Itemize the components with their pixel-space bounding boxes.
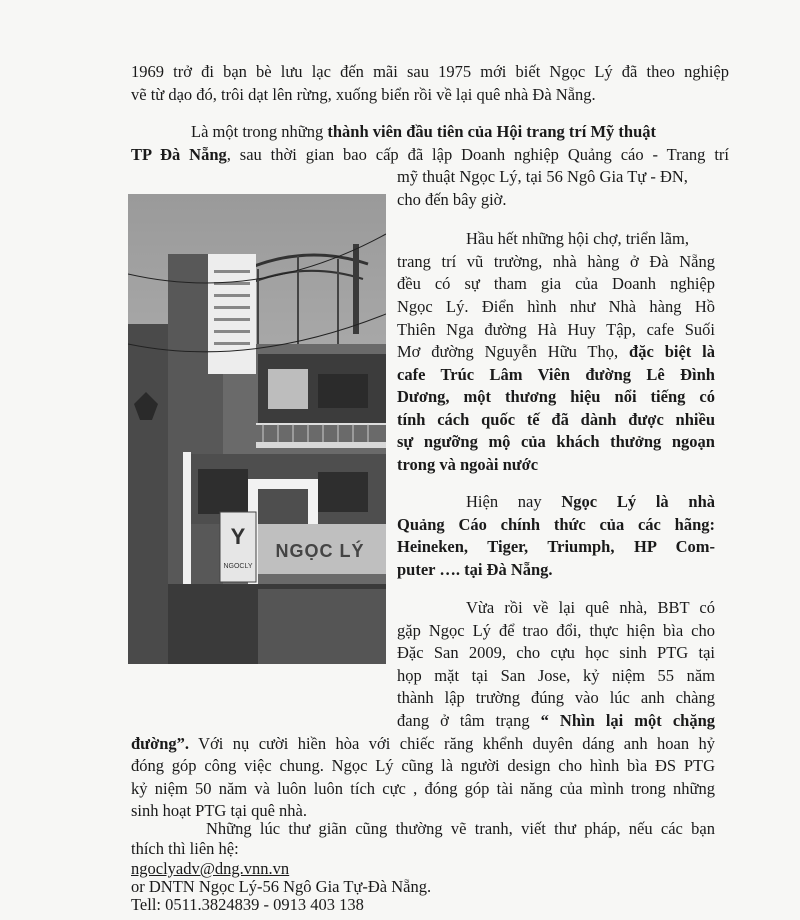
paragraph-4-line-2: Quảng Cáo chính thức của các hãng:: [397, 515, 715, 534]
contact-telephone: Tell: 0511.3824839 - 0913 403 138: [131, 895, 364, 914]
logo-caption: NGOCLY: [223, 563, 253, 570]
paragraph-2-line-3: mỹ thuật Ngọc Lý, tại 56 Ngô Gia Tự - ĐN,: [397, 167, 688, 186]
paragraph-3-line-6: Mơ đường Nguyễn Hữu Thọ, đặc biệt là: [397, 342, 715, 361]
contact-email-link[interactable]: ngoclyadv@dng.vnn.vn: [131, 859, 290, 878]
paragraph-3-line-11: trong và ngoài nước: [397, 455, 539, 474]
paragraph-6-line-1: Những lúc thư giãn cũng thường vẽ tranh, viết thư pháp, nếu các bạn: [206, 819, 715, 838]
paragraph-5-line-9: kỷ niệm 50 năm và luôn luôn tích cực , đóng góp tài năng của mình trong những: [131, 779, 715, 798]
paragraph-6-line-2: thích thì liên hệ:: [131, 839, 239, 858]
paragraph-2-line-4: cho đến bây giờ.: [397, 190, 507, 209]
logo-letter: Y: [230, 524, 246, 549]
storefront-sign: NGỌC LÝ: [275, 541, 365, 561]
paragraph-3-line-3: đều có sự tham gia của Doanh nghiệp: [397, 274, 715, 293]
paragraph-5-line-2: gặp Ngọc Lý để trao đổi, thực hiện bìa cho: [397, 621, 715, 640]
paragraph-4-line-4: puter …. tại Đà Nẵng.: [397, 560, 553, 579]
paragraph-1-line-1: 1969 trở đi bạn bè lưu lạc đến mãi sau 1975 mới biết Ngọc Lý đã theo nghiệp: [131, 62, 729, 81]
paragraph-5-line-8: đóng góp công việc chung. Ngọc Lý cũng là người design cho hình bìa ĐS PTG: [131, 756, 715, 775]
paragraph-5-line-1: Vừa rồi về lại quê nhà, BBT có: [466, 598, 715, 617]
paragraph-5-line-10: sinh hoạt PTG tại quê nhà.: [131, 801, 307, 820]
paragraph-1-line-2: vẽ từ dạo đó, trôi dạt lên rừng, xuống biển rồi về lại quê nhà Đà Nẵng.: [131, 85, 596, 104]
paragraph-3-line-4: Ngọc Lý. Điển hình như Nhà hàng Hồ: [397, 297, 715, 316]
paragraph-3-line-7: cafe Trúc Lâm Viên đường Lê Đình: [397, 365, 715, 384]
paragraph-3-line-10: sự ngưỡng mộ của khách thưởng ngoạn: [397, 432, 715, 451]
paragraph-2-line-2: TP Đà Nẵng, sau thời gian bao cấp đã lập Doanh nghiệp Quảng cáo - Trang trí: [131, 145, 729, 164]
paragraph-3-line-5: Thiên Nga đường Hà Huy Tập, cafe Suối: [397, 320, 715, 339]
paragraph-5-line-4: họp mặt tại San Jose, kỷ niệm 55 năm: [397, 666, 715, 685]
paragraph-4-line-1: Hiện nay Ngọc Lý là nhà: [466, 492, 716, 511]
paragraph-3-line-2: trang trí vũ trường, nhà hàng ở Đà Nẵng: [397, 252, 715, 271]
storefront-photo: [128, 194, 386, 664]
paragraph-3-line-8: Dương, một thương hiệu nổi tiếng có: [397, 387, 715, 406]
paragraph-3-line-9: tính cách quốc tế đã dành được nhiều: [397, 410, 715, 429]
paragraph-3-line-1: Hầu hết những hội chợ, triển lãm,: [466, 229, 689, 248]
paragraph-5-line-3: Đặc San 2009, cho cựu học sinh PTG tại: [397, 643, 715, 662]
paragraph-2-line-1: Là một trong những thành viên đầu tiên của Hội trang trí Mỹ thuật: [191, 122, 656, 141]
paragraph-4-line-3: Heineken, Tiger, Triumph, HP Com-: [397, 537, 715, 556]
contact-address: or DNTN Ngọc Lý-56 Ngô Gia Tự-Đà Nẵng.: [131, 877, 432, 896]
paragraph-5-line-6: đang ở tâm trạng “ Nhìn lại một chặng: [397, 711, 715, 730]
paragraph-5-line-7: đường”. Với nụ cười hiền hòa với chiếc răng khểnh duyên dáng anh hoan hỷ: [131, 734, 715, 753]
